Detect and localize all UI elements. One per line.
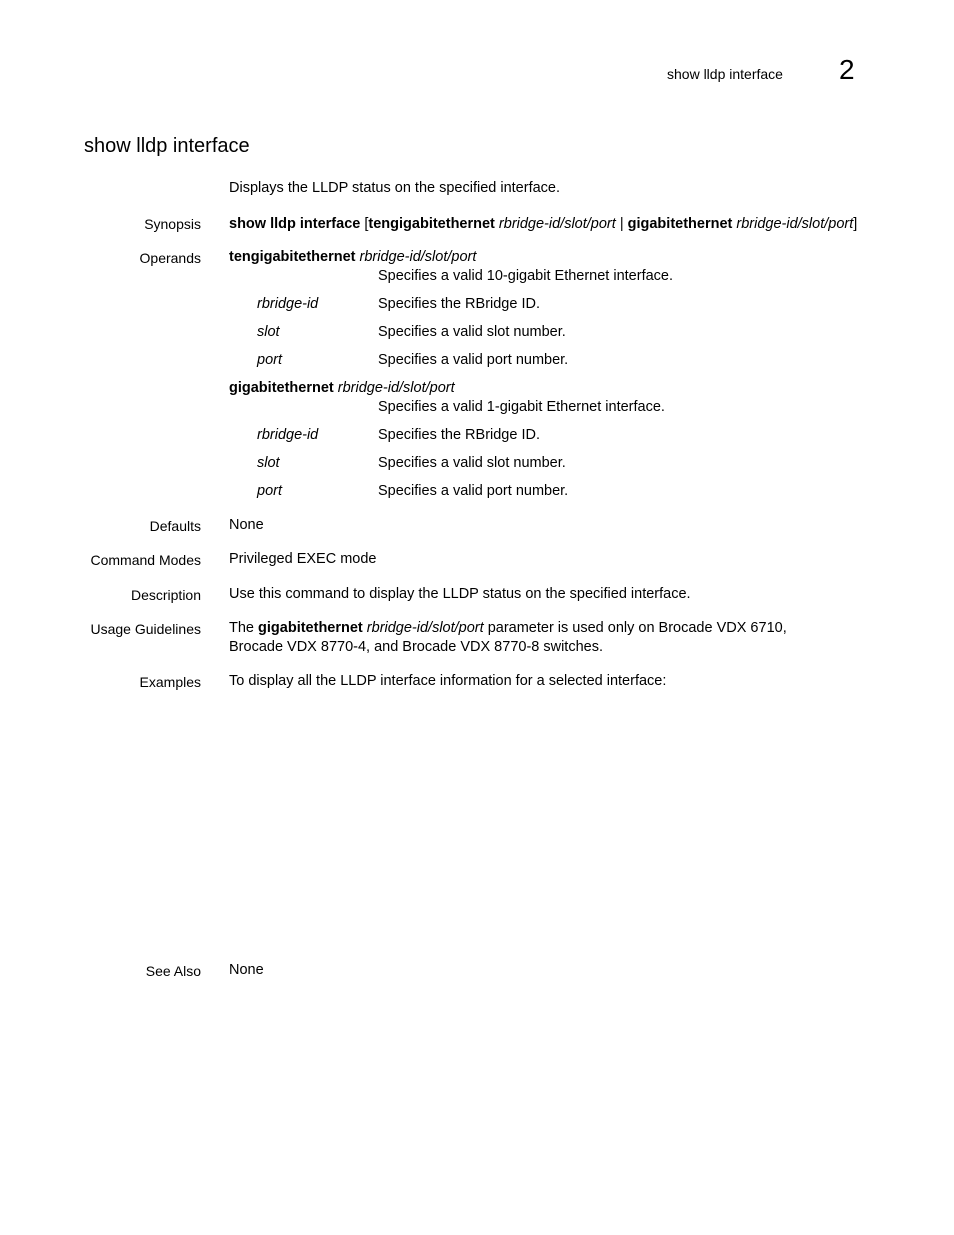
usage-keyword: gigabitethernet [258, 620, 363, 636]
running-header-title: show lldp interface [667, 66, 783, 82]
operand-item-desc: Specifies a valid slot number. [378, 455, 566, 471]
synopsis-bracket-close: ] [853, 216, 858, 232]
operand-arg: rbridge-id/slot/port [359, 249, 477, 265]
operand-item-name: slot [257, 324, 280, 340]
operand-keyword: tengigabitethernet [229, 249, 356, 265]
intro-text: Displays the LLDP status on the specified interface. [229, 180, 561, 196]
operand-description: Specifies a valid 1-gigabit Ethernet interface. [378, 399, 665, 415]
examples-label: Examples [139, 674, 201, 690]
synopsis-arg-gig: rbridge-id/slot/port [736, 216, 854, 232]
operand-heading-gig [229, 380, 455, 396]
defaults-label: Defaults [149, 518, 201, 534]
command-modes-text: Privileged EXEC mode [229, 551, 377, 567]
see-also-text: None [229, 962, 264, 978]
operand-item-desc: Specifies a valid port number. [378, 352, 569, 368]
operand-description: Specifies a valid 10-gigabit Ethernet interface. [378, 268, 674, 284]
usage-arg: rbridge-id/slot/port [366, 620, 484, 636]
usage-pre: The [229, 620, 254, 636]
chapter-number: 2 [839, 54, 855, 85]
usage-post: parameter is used only on Brocade VDX 6710, [487, 620, 787, 636]
usage-guidelines-label: Usage Guidelines [90, 621, 201, 637]
page-title: show lldp interface [84, 135, 250, 157]
operand-item-name: rbridge-id [257, 296, 319, 312]
synopsis-pipe: | [619, 216, 624, 232]
command-modes-label: Command Modes [90, 552, 201, 568]
description-text: Use this command to display the LLDP status on the specified interface. [229, 586, 691, 602]
operand-item-name: port [257, 483, 282, 499]
synopsis-arg-ten: rbridge-id/slot/port [498, 216, 616, 232]
description-label: Description [130, 587, 201, 603]
synopsis-bracket-open: [ [364, 216, 369, 232]
operand-item-name: rbridge-id [257, 427, 319, 443]
operands-label: Operands [139, 250, 201, 266]
see-also-label: See Also [145, 963, 201, 979]
usage-guidelines-line1 [229, 620, 787, 636]
defaults-text: None [229, 517, 264, 533]
operand-item-desc: Specifies a valid slot number. [378, 324, 566, 340]
synopsis-keyword-ten: tengigabitethernet [368, 216, 495, 232]
operand-heading-ten [229, 249, 476, 265]
examples-text: To display all the LLDP interface information for a selected interface: [229, 673, 667, 689]
operand-item-desc: Specifies a valid port number. [378, 483, 569, 499]
operand-item-name: port [257, 352, 282, 368]
operand-item-name: slot [257, 455, 280, 471]
synopsis-line [229, 216, 857, 232]
operand-item-desc: Specifies the RBridge ID. [378, 296, 540, 312]
usage-guidelines-line2: Brocade VDX 8770-4, and Brocade VDX 8770-8 switches. [229, 639, 603, 655]
synopsis-command: show lldp interface [229, 216, 361, 232]
operand-keyword: gigabitethernet [229, 380, 334, 396]
synopsis-label: Synopsis [144, 216, 201, 232]
synopsis-keyword-gig: gigabitethernet [627, 216, 733, 232]
operand-item-desc: Specifies the RBridge ID. [378, 427, 540, 443]
operand-arg: rbridge-id/slot/port [337, 380, 455, 396]
